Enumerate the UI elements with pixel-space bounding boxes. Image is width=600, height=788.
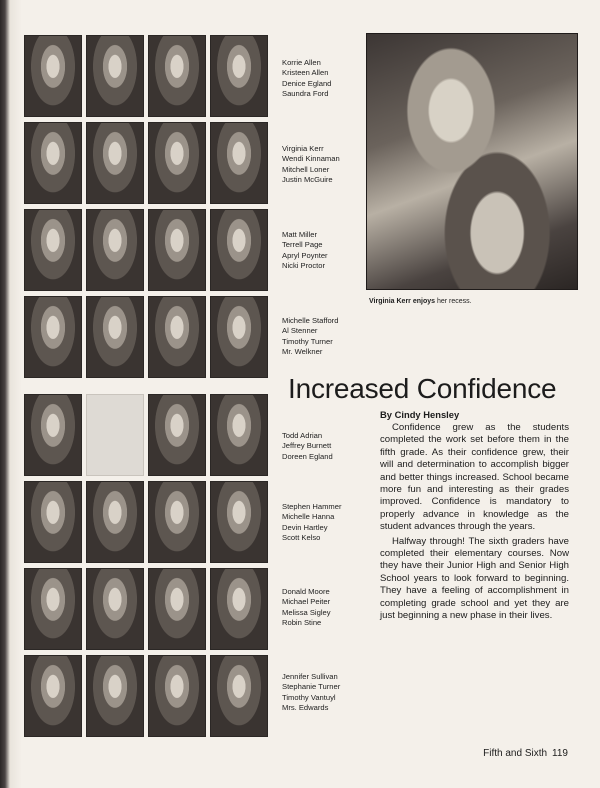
student-name: Wendi Kinnaman [282, 154, 340, 164]
student-portrait [148, 122, 206, 204]
student-name: Mitchell Loner [282, 164, 330, 174]
student-name: Michelle Hanna [282, 512, 335, 522]
name-list [282, 672, 372, 713]
student-name: Michael Peiter [282, 597, 331, 607]
student-name: Melissa Sigley [282, 607, 331, 617]
student-name: Korrie Allen [282, 58, 321, 67]
student-portrait [148, 296, 206, 378]
student-portrait [86, 122, 144, 204]
student-name: Scott Kelso [282, 532, 321, 542]
student-name: Terrell Page [282, 240, 323, 250]
student-portrait [86, 568, 144, 650]
student-portrait [24, 481, 82, 563]
student-portrait [86, 481, 144, 563]
student-portrait [148, 481, 206, 563]
student-portrait [86, 35, 144, 117]
student-name: Michelle Stafford [282, 316, 339, 325]
teacher-portrait [210, 296, 268, 378]
student-portrait [86, 209, 144, 291]
student-name: Denice Egland [282, 78, 332, 88]
student-portrait [24, 122, 82, 204]
student-name: Matt Miller [282, 230, 318, 239]
student-name: Timothy Turner [282, 336, 333, 346]
student-name: Doreen Egland [282, 451, 333, 461]
blank-portrait [86, 394, 144, 476]
teacher-name: Mrs. Edwards [282, 702, 329, 712]
student-portrait [148, 655, 206, 737]
student-name: Apryl Poynter [282, 250, 328, 260]
student-name: Stephen Hammer [282, 502, 342, 511]
student-name: Jennifer Sullivan [282, 672, 338, 681]
student-portrait [210, 209, 268, 291]
article-paragraph: Confidence grew as the students completed the work set before them in the fifth grade. As their confidence grew, their will and determination to accomplish bigger and better things increased. School became more fun and interesting as their grades improved. Confidence is mandatory to properly advance in knowledge as the student advances through the years. [380, 422, 569, 533]
student-portrait [86, 655, 144, 737]
student-portrait [210, 394, 268, 476]
page-footer [483, 748, 568, 759]
student-portrait [210, 35, 268, 117]
student-portrait [210, 481, 268, 563]
article-byline: By Cindy Hensley [380, 409, 460, 420]
student-name: Robin Stine [282, 617, 322, 627]
name-list [282, 58, 372, 99]
student-name: Donald Moore [282, 587, 330, 596]
student-name: Devin Hartley [282, 522, 328, 532]
student-portrait [24, 35, 82, 117]
name-list [282, 587, 372, 628]
student-name: Jeffrey Burnett [282, 441, 332, 451]
caption-rest: her recess. [435, 298, 472, 305]
student-portrait [24, 296, 82, 378]
student-name: Nicki Proctor [282, 260, 326, 270]
student-portrait [210, 122, 268, 204]
page-number: 119 [552, 748, 568, 759]
name-list [282, 431, 372, 462]
student-name: Kristeen Allen [282, 68, 329, 78]
student-portrait [24, 209, 82, 291]
student-name: Justin McGuire [282, 174, 333, 184]
student-name: Todd Adrian [282, 431, 323, 440]
candid-photo [366, 33, 578, 290]
student-name: Timothy Vantuyl [282, 692, 336, 702]
name-list [282, 502, 372, 543]
name-list [282, 144, 372, 185]
student-portrait [148, 568, 206, 650]
student-name: Virginia Kerr [282, 144, 324, 153]
student-portrait [24, 394, 82, 476]
teacher-name: Mr. Welkner [282, 346, 323, 356]
photo-caption [369, 298, 579, 305]
article-body [380, 422, 569, 625]
student-portrait [24, 568, 82, 650]
student-name: Stephanie Turner [282, 682, 341, 692]
footer-section: Fifth and Sixth [483, 748, 548, 759]
name-list [282, 230, 372, 271]
article-headline: Increased Confidence [288, 373, 557, 404]
student-portrait [86, 296, 144, 378]
student-portrait [210, 568, 268, 650]
student-portrait [148, 209, 206, 291]
teacher-portrait [210, 655, 268, 737]
article-paragraph: Halfway through! The sixth graders have completed their elementary courses. Now they have their Junior High and Senior High School years to look forward to beginning. They have a feeling of accomplishment in completing grade school and yet they are just beginning a new phase in their lives. [380, 535, 569, 622]
student-portrait [148, 394, 206, 476]
name-list [282, 316, 372, 357]
student-portrait [24, 655, 82, 737]
caption-bold: Virginia Kerr enjoys [369, 298, 436, 305]
student-name: Saundra Ford [282, 88, 329, 98]
student-portrait [148, 35, 206, 117]
student-name: Al Stenner [282, 326, 318, 336]
